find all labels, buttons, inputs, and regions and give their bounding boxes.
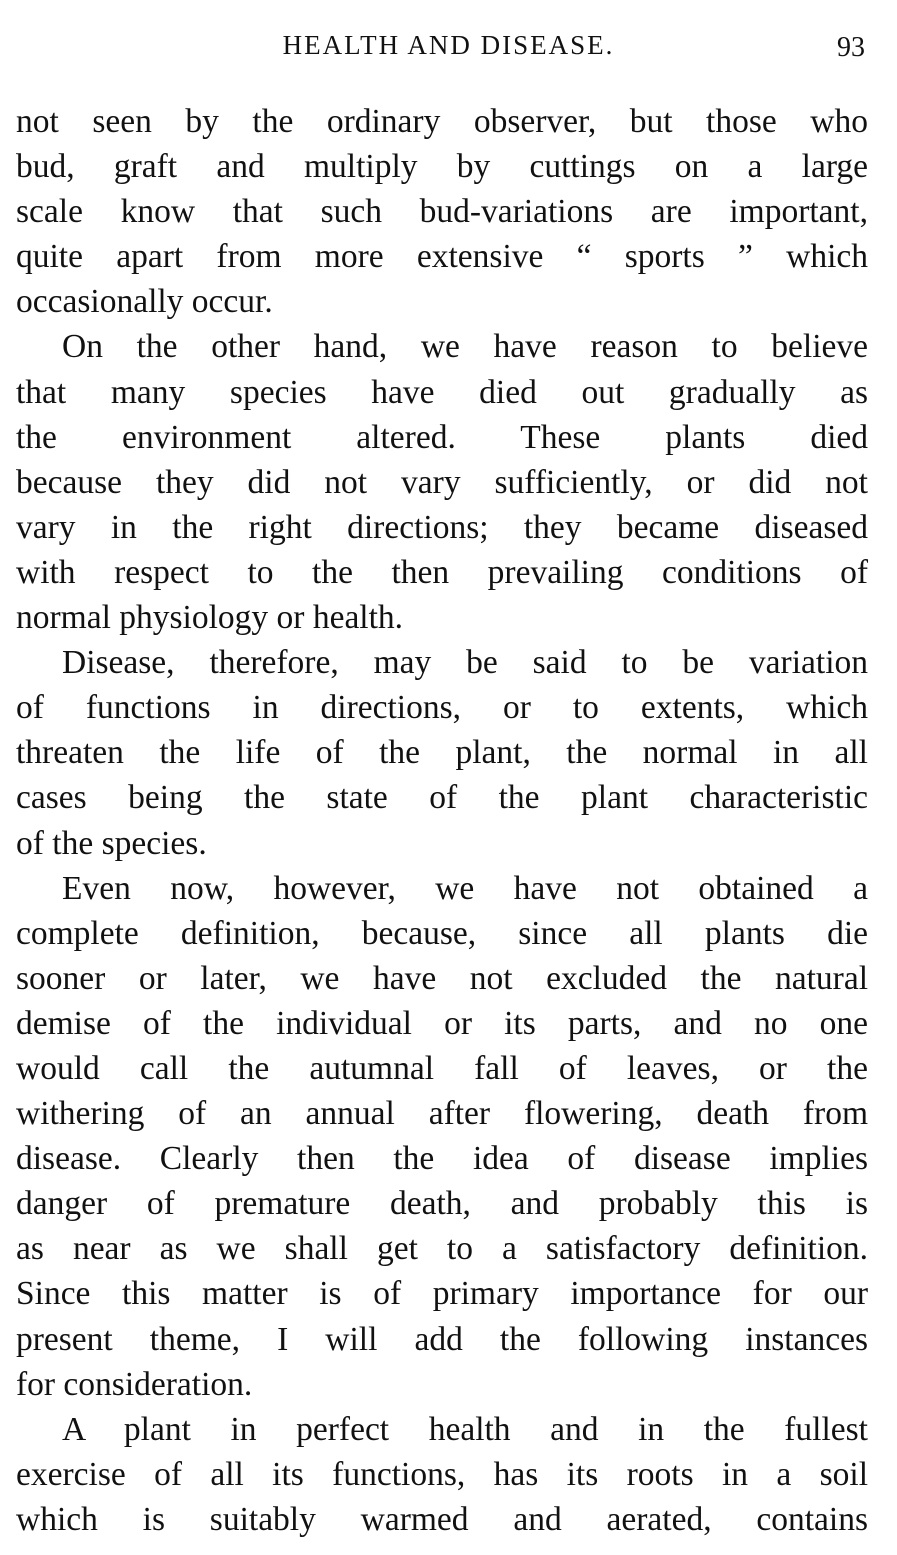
text-line: normal physiology or health. [16, 599, 404, 637]
text-line: as near as we shall get to a satisfactory definition. [16, 1230, 868, 1268]
text-line: A plant in perfect health and in the fullest [62, 1410, 868, 1448]
text-line: withering of an annual after flowering, death from [16, 1095, 868, 1133]
page-number: 93 [837, 32, 865, 63]
paragraph-bud-variations [16, 99, 868, 324]
paragraph-complete-definition [16, 866, 868, 1407]
text-line: scale know that such bud-variations are important, [16, 193, 868, 231]
text-line: Since this matter is of primary importance for our [16, 1275, 868, 1313]
text-line: Disease, therefore, may be said to be variation [62, 644, 868, 682]
text-line: exercise of all its functions, has its roots in a soil [16, 1455, 868, 1493]
text-line: disease. Clearly then the idea of disease implies [16, 1140, 868, 1178]
text-line: the environment altered. These plants died [16, 418, 868, 456]
running-title: HEALTH AND DISEASE. [282, 30, 615, 60]
text-line: cases being the state of the plant characteristic [16, 779, 868, 817]
text-line: threaten the life of the plant, the normal in all [16, 734, 868, 772]
text-line: complete definition, because, since all plants die [16, 914, 868, 952]
paragraph-plant-perfect-health [16, 1407, 868, 1542]
body-text [16, 99, 868, 1542]
page-header [0, 30, 897, 70]
text-line: Even now, however, we have not obtained a [62, 869, 868, 907]
text-line: demise of the individual or its parts, and no one [16, 1004, 868, 1042]
text-line: not seen by the ordinary observer, but those who [16, 103, 868, 140]
paragraph-disease-variation [16, 640, 868, 865]
text-line: danger of premature death, and probably this is [16, 1185, 868, 1223]
text-line: occasionally occur. [16, 283, 273, 321]
text-line: bud, graft and multiply by cuttings on a large [16, 148, 868, 186]
paragraph-species-died-out [16, 324, 868, 640]
text-line: On the other hand, we have reason to believe [62, 328, 868, 366]
text-line: because they did not vary sufficiently, or did not [16, 463, 868, 501]
text-line: of functions in directions, or to extents, which [16, 689, 868, 727]
text-line: present theme, I will add the following instances [16, 1320, 868, 1358]
text-line: which is suitably warmed and aerated, contains [16, 1500, 868, 1538]
text-line: would call the autumnal fall of leaves, or the [16, 1049, 868, 1087]
text-line: sooner or later, we have not excluded the natural [16, 959, 868, 997]
text-line: of the species. [16, 824, 207, 862]
text-line: that many species have died out gradually as [16, 373, 868, 411]
text-line: for consideration. [16, 1365, 253, 1403]
text-line: quite apart from more extensive “ sports ” which [16, 238, 868, 276]
text-line: with respect to the then prevailing conditions of [16, 553, 868, 591]
text-line: vary in the right directions; they became diseased [16, 508, 868, 546]
